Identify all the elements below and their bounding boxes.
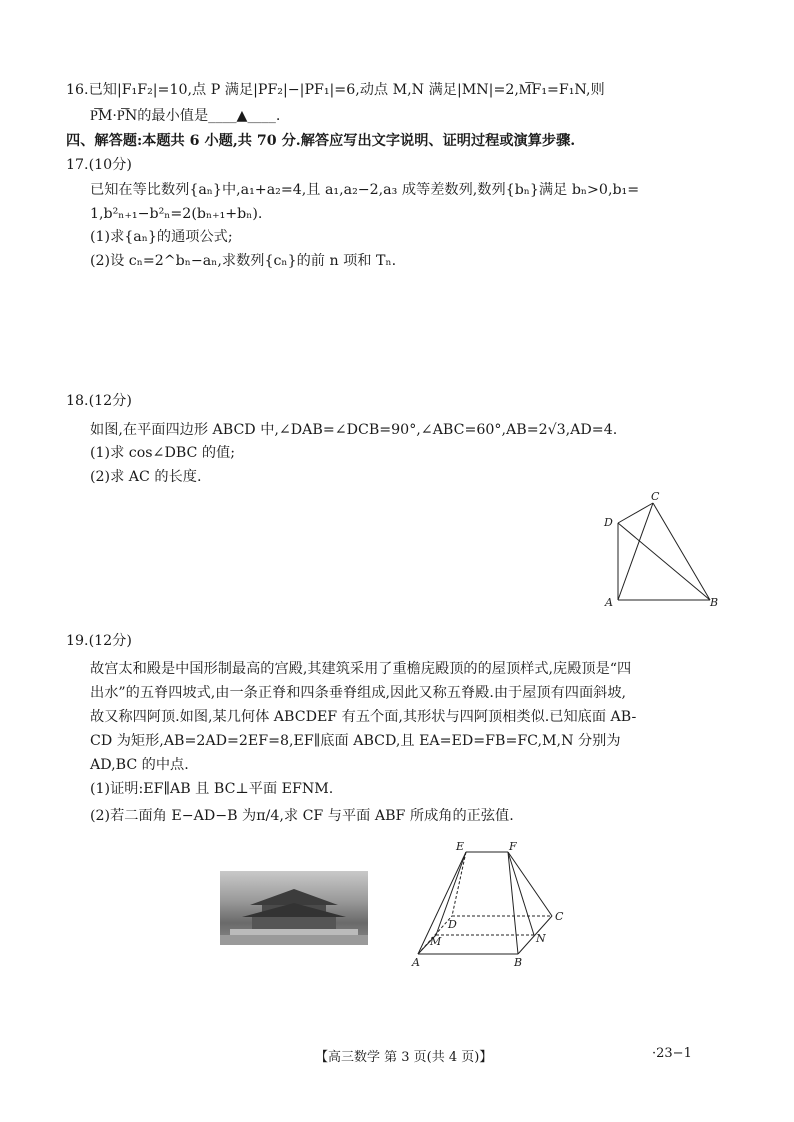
q19-heading: 19.(12分)	[66, 633, 132, 649]
q19-line-1: 故宫太和殿是中国形制最高的宫殿,其建筑采用了重檐庑殿顶的的屋顶样式,庑殿顶是“四	[90, 661, 632, 677]
label-d: D	[604, 516, 613, 529]
q19-line-6: (1)证明:EF∥AB 且 BC⊥平面 EFNM.	[90, 781, 334, 797]
q17-heading: 17.(10分)	[66, 157, 132, 173]
q19-line-5: AD,BC 的中点.	[90, 757, 189, 773]
q17-line-3: (1)求{aₙ}的通项公式;	[90, 229, 233, 245]
palace-silhouette	[220, 871, 368, 945]
q16-line-2: P͞M·P͞N的最小值是____▲____.	[90, 108, 281, 124]
palace-photo	[220, 871, 368, 945]
label-b: B	[514, 956, 523, 969]
label-n: N	[536, 932, 546, 945]
q19-line-3: 故又称四阿顶.如图,某几何体 ABCDEF 有五个面,其形状与四阿顶相类似.已知底面 AB-	[90, 709, 637, 725]
q16-line-1: 16.已知|F₁F₂|=10,点 P 满足|PF₂|−|PF₁|=6,动点 M,N 满足|MN|=2,M͞F₁=F₁N,则	[66, 82, 605, 98]
page-code: ·23−1	[652, 1046, 692, 1061]
q19-line-4: CD 为矩形,AB=2AD=2EF=8,EF∥底面 ABCD,且 EA=ED=FB=FC,M,N 分别为	[90, 733, 621, 749]
edge-cd	[618, 503, 653, 523]
edge-ea	[418, 852, 466, 954]
q17-line-2: 1,b²ₙ₊₁−b²ₙ=2(bₙ₊₁+bₙ).	[90, 206, 263, 222]
label-c: C	[555, 910, 564, 923]
diagonal-ac	[618, 503, 653, 600]
label-m: M	[430, 935, 442, 948]
label-a: A	[605, 596, 613, 609]
q17-line-4: (2)设 cₙ=2^bₙ−aₙ,求数列{cₙ}的前 n 项和 Tₙ.	[90, 253, 397, 269]
q18-line-1: 如图,在平面四边形 ABCD 中,∠DAB=∠DCB=90°,∠ABC=60°,AB=2√3,AD=4.	[90, 422, 618, 438]
label-a: A	[412, 956, 420, 969]
q18-line-2: (1)求 cos∠DBC 的值;	[90, 445, 236, 461]
quadrilateral-figure	[600, 488, 730, 616]
section-heading: 四、解答题:本题共 6 小题,共 70 分.解答应写出文字说明、证明过程或演算步骤.	[66, 133, 576, 149]
label-d: D	[448, 918, 457, 931]
q18-heading: 18.(12分)	[66, 393, 132, 409]
edge-fc	[508, 852, 552, 916]
q17-line-1: 已知在等比数列{aₙ}中,a₁+a₂=4,且 a₁,a₂−2,a₃ 成等差数列,数列{bₙ}满足 bₙ>0,b₁=	[90, 182, 640, 198]
label-b: B	[710, 596, 719, 609]
polyhedron-figure	[408, 838, 578, 970]
edge-bc	[653, 503, 710, 600]
q19-line-7: (2)若二面角 E−AD−B 为π/4,求 CF 与平面 ABF 所成角的正弦值.	[90, 808, 514, 824]
label-f: F	[509, 840, 517, 853]
q19-line-2: 出水”的五脊四坡式,由一条正脊和四条垂脊组成,因此又称五脊殿.由于屋顶有四面斜坡,	[90, 685, 627, 701]
label-c: C	[651, 490, 660, 503]
q18-line-3: (2)求 AC 的长度.	[90, 469, 202, 485]
page-footer: 【高三数学 第 3 页(共 4 页)】	[315, 1050, 493, 1065]
label-e: E	[456, 840, 465, 853]
